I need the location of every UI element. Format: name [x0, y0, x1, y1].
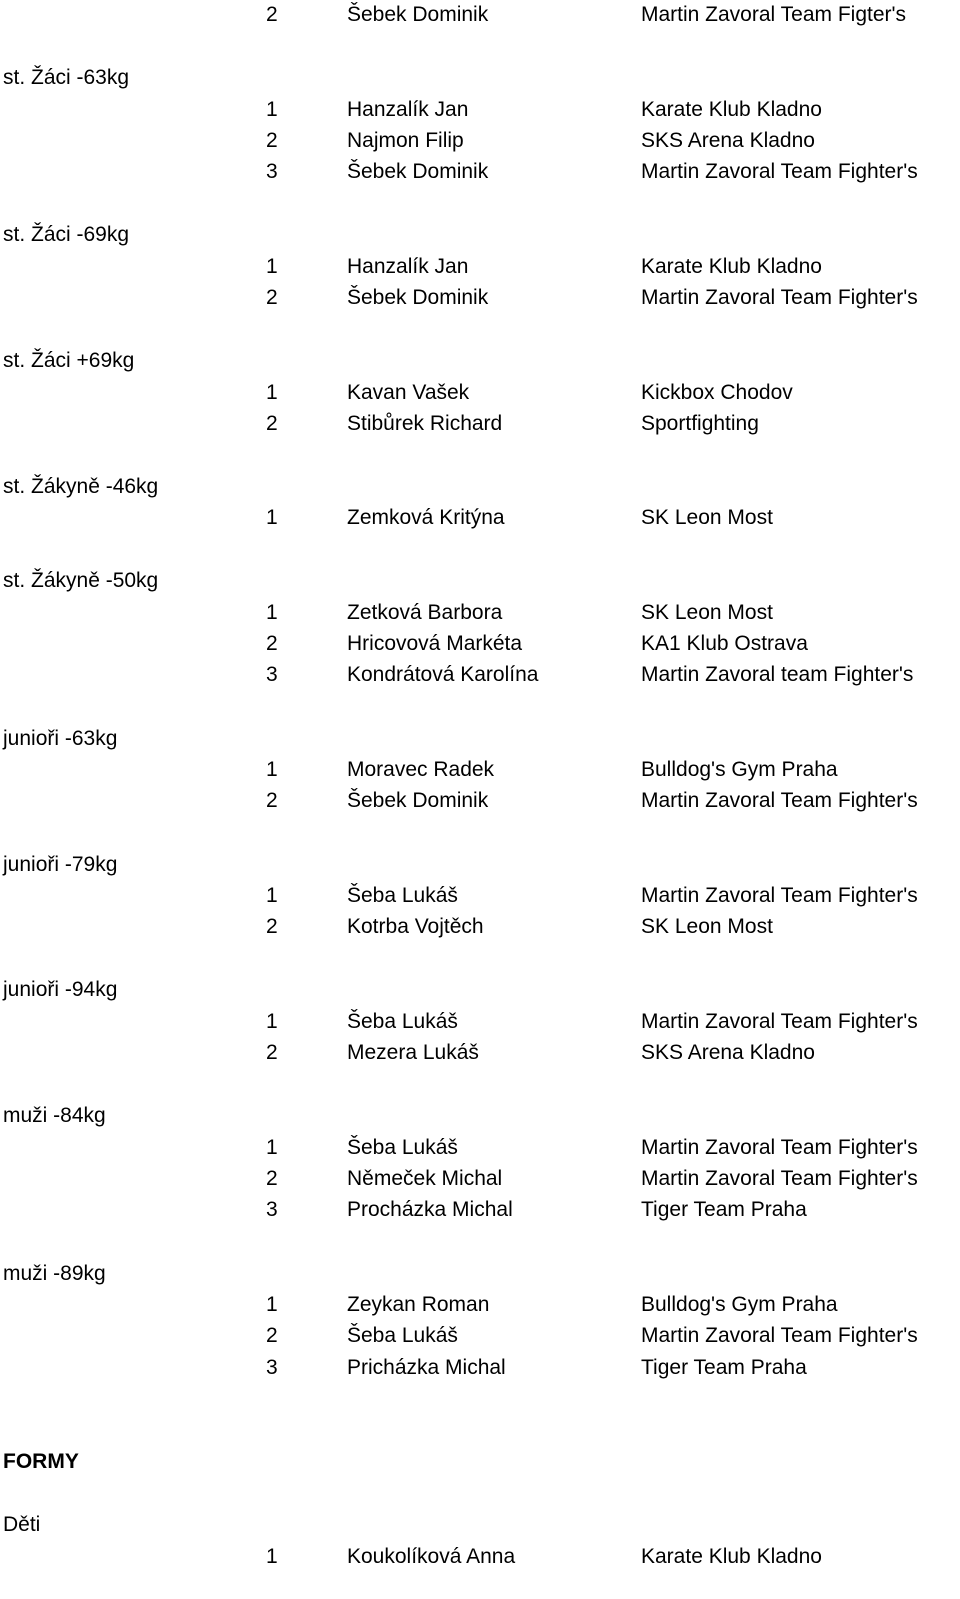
club-name: Martin Zavoral Team Fighter's: [641, 160, 918, 183]
competitor-name: Najmon Filip: [347, 129, 464, 152]
place-number: 1: [266, 1136, 278, 1159]
place-number: 1: [266, 255, 278, 278]
result-row: [0, 126, 960, 156]
result-row: [0, 1321, 960, 1351]
category-row: [0, 220, 960, 250]
result-row: [0, 1007, 960, 1037]
result-row: [0, 409, 960, 439]
club-name: KA1 Klub Ostrava: [641, 632, 808, 655]
competitor-name: Procházka Michal: [347, 1198, 513, 1221]
category-label: junioři -94kg: [3, 978, 118, 1001]
competitor-name: Šeba Lukáš: [347, 1136, 458, 1159]
competitor-name: Zetková Barbora: [347, 601, 503, 624]
club-name: Martin Zavoral team Fighter's: [641, 663, 914, 686]
club-name: Martin Zavoral Team Fighter's: [641, 286, 918, 309]
place-number: 2: [266, 412, 278, 435]
competitor-name: Šeba Lukáš: [347, 1324, 458, 1347]
club-name: Tiger Team Praha: [641, 1198, 807, 1221]
category-label: st. Žákyně -46kg: [3, 475, 159, 498]
competitor-name: Šebek Dominik: [347, 3, 489, 26]
competitor-name: Hanzalík Jan: [347, 98, 469, 121]
place-number: 1: [266, 1545, 278, 1568]
club-name: SK Leon Most: [641, 601, 773, 624]
competitor-name: Kondrátová Karolína: [347, 663, 539, 686]
category-label: st. Žáci -69kg: [3, 223, 130, 246]
category-label: st. Žáci +69kg: [3, 349, 135, 372]
category-label: muži -84kg: [3, 1104, 106, 1127]
place-number: 2: [266, 789, 278, 812]
club-name: SK Leon Most: [641, 506, 773, 529]
club-name: SKS Arena Kladno: [641, 129, 815, 152]
competitor-name: Pricházka Michal: [347, 1356, 506, 1379]
club-name: Martin Zavoral Team Fighter's: [641, 789, 918, 812]
club-name: Sportfighting: [641, 412, 759, 435]
result-row: [0, 252, 960, 282]
place-number: 1: [266, 506, 278, 529]
category-row: [0, 975, 960, 1005]
category-row: [0, 850, 960, 880]
section-heading-row: [0, 1447, 960, 1477]
result-row: [0, 629, 960, 659]
category-row: [0, 1101, 960, 1131]
competitor-name: Šeba Lukáš: [347, 884, 458, 907]
result-row: [0, 1038, 960, 1068]
result-row: [0, 1353, 960, 1383]
club-name: Bulldog's Gym Praha: [641, 1293, 838, 1316]
place-number: 2: [266, 286, 278, 309]
club-name: Kickbox Chodov: [641, 381, 793, 404]
result-row: [0, 755, 960, 785]
place-number: 1: [266, 1293, 278, 1316]
category-label: junioři -79kg: [3, 853, 118, 876]
category-row: [0, 566, 960, 596]
club-name: Karate Klub Kladno: [641, 1545, 822, 1568]
club-name: SKS Arena Kladno: [641, 1041, 815, 1064]
club-name: SK Leon Most: [641, 915, 773, 938]
club-name: Karate Klub Kladno: [641, 255, 822, 278]
competitor-name: Hanzalík Jan: [347, 255, 469, 278]
place-number: 2: [266, 1041, 278, 1064]
club-name: Karate Klub Kladno: [641, 98, 822, 121]
place-number: 2: [266, 915, 278, 938]
place-number: 1: [266, 381, 278, 404]
competitor-name: Hricovová Markéta: [347, 632, 523, 655]
result-row: [0, 1195, 960, 1225]
result-row: [0, 1133, 960, 1163]
category-row: [0, 1259, 960, 1289]
competitor-name: Koukolíková Anna: [347, 1545, 516, 1568]
place-number: 3: [266, 663, 278, 686]
club-name: Tiger Team Praha: [641, 1356, 807, 1379]
place-number: 1: [266, 98, 278, 121]
category-row: [0, 724, 960, 754]
competitor-name: Šebek Dominik: [347, 160, 489, 183]
place-number: 2: [266, 1324, 278, 1347]
competitor-name: Moravec Radek: [347, 758, 495, 781]
result-row: [0, 95, 960, 125]
competitor-name: Němeček Michal: [347, 1167, 503, 1190]
club-name: Martin Zavoral Team Fighter's: [641, 1324, 918, 1347]
category-label: junioři -63kg: [3, 727, 118, 750]
competitor-name: Kotrba Vojtěch: [347, 915, 484, 938]
competitor-name: Kavan Vašek: [347, 381, 470, 404]
result-row: [0, 0, 960, 30]
competitor-name: Zemková Kritýna: [347, 506, 505, 529]
place-number: 3: [266, 1356, 278, 1379]
result-row: [0, 157, 960, 187]
club-name: Martin Zavoral Team Fighter's: [641, 1136, 918, 1159]
place-number: 2: [266, 1167, 278, 1190]
result-row: [0, 1164, 960, 1194]
category-row: [0, 1510, 960, 1540]
category-row: [0, 472, 960, 502]
competitor-name: Šebek Dominik: [347, 286, 489, 309]
result-row: [0, 660, 960, 690]
result-row: [0, 912, 960, 942]
place-number: 2: [266, 3, 278, 26]
place-number: 2: [266, 632, 278, 655]
result-row: [0, 786, 960, 816]
result-row: [0, 503, 960, 533]
club-name: Martin Zavoral Team Fighter's: [641, 1167, 918, 1190]
result-row: [0, 598, 960, 628]
result-row: [0, 1542, 960, 1572]
category-label: st. Žáci -63kg: [3, 66, 130, 89]
club-name: Martin Zavoral Team Fighter's: [641, 884, 918, 907]
category-row: [0, 63, 960, 93]
club-name: Martin Zavoral Team Figter's: [641, 3, 907, 26]
place-number: 1: [266, 1010, 278, 1033]
place-number: 1: [266, 758, 278, 781]
competitor-name: Šebek Dominik: [347, 789, 489, 812]
place-number: 3: [266, 160, 278, 183]
result-row: [0, 283, 960, 313]
place-number: 1: [266, 601, 278, 624]
place-number: 3: [266, 1198, 278, 1221]
competitor-name: Stibůrek Richard: [347, 412, 503, 435]
result-row: [0, 378, 960, 408]
competitor-name: Mezera Lukáš: [347, 1041, 479, 1064]
category-row: [0, 346, 960, 376]
category-label: Děti: [3, 1513, 41, 1536]
category-label: st. Žákyně -50kg: [3, 569, 159, 592]
club-name: Bulldog's Gym Praha: [641, 758, 838, 781]
result-row: [0, 881, 960, 911]
place-number: 1: [266, 884, 278, 907]
category-label: muži -89kg: [3, 1262, 106, 1285]
place-number: 2: [266, 129, 278, 152]
club-name: Martin Zavoral Team Fighter's: [641, 1010, 918, 1033]
competitor-name: Šeba Lukáš: [347, 1010, 458, 1033]
section-heading: FORMY: [3, 1450, 79, 1473]
competitor-name: Zeykan Roman: [347, 1293, 490, 1316]
result-row: [0, 1290, 960, 1320]
